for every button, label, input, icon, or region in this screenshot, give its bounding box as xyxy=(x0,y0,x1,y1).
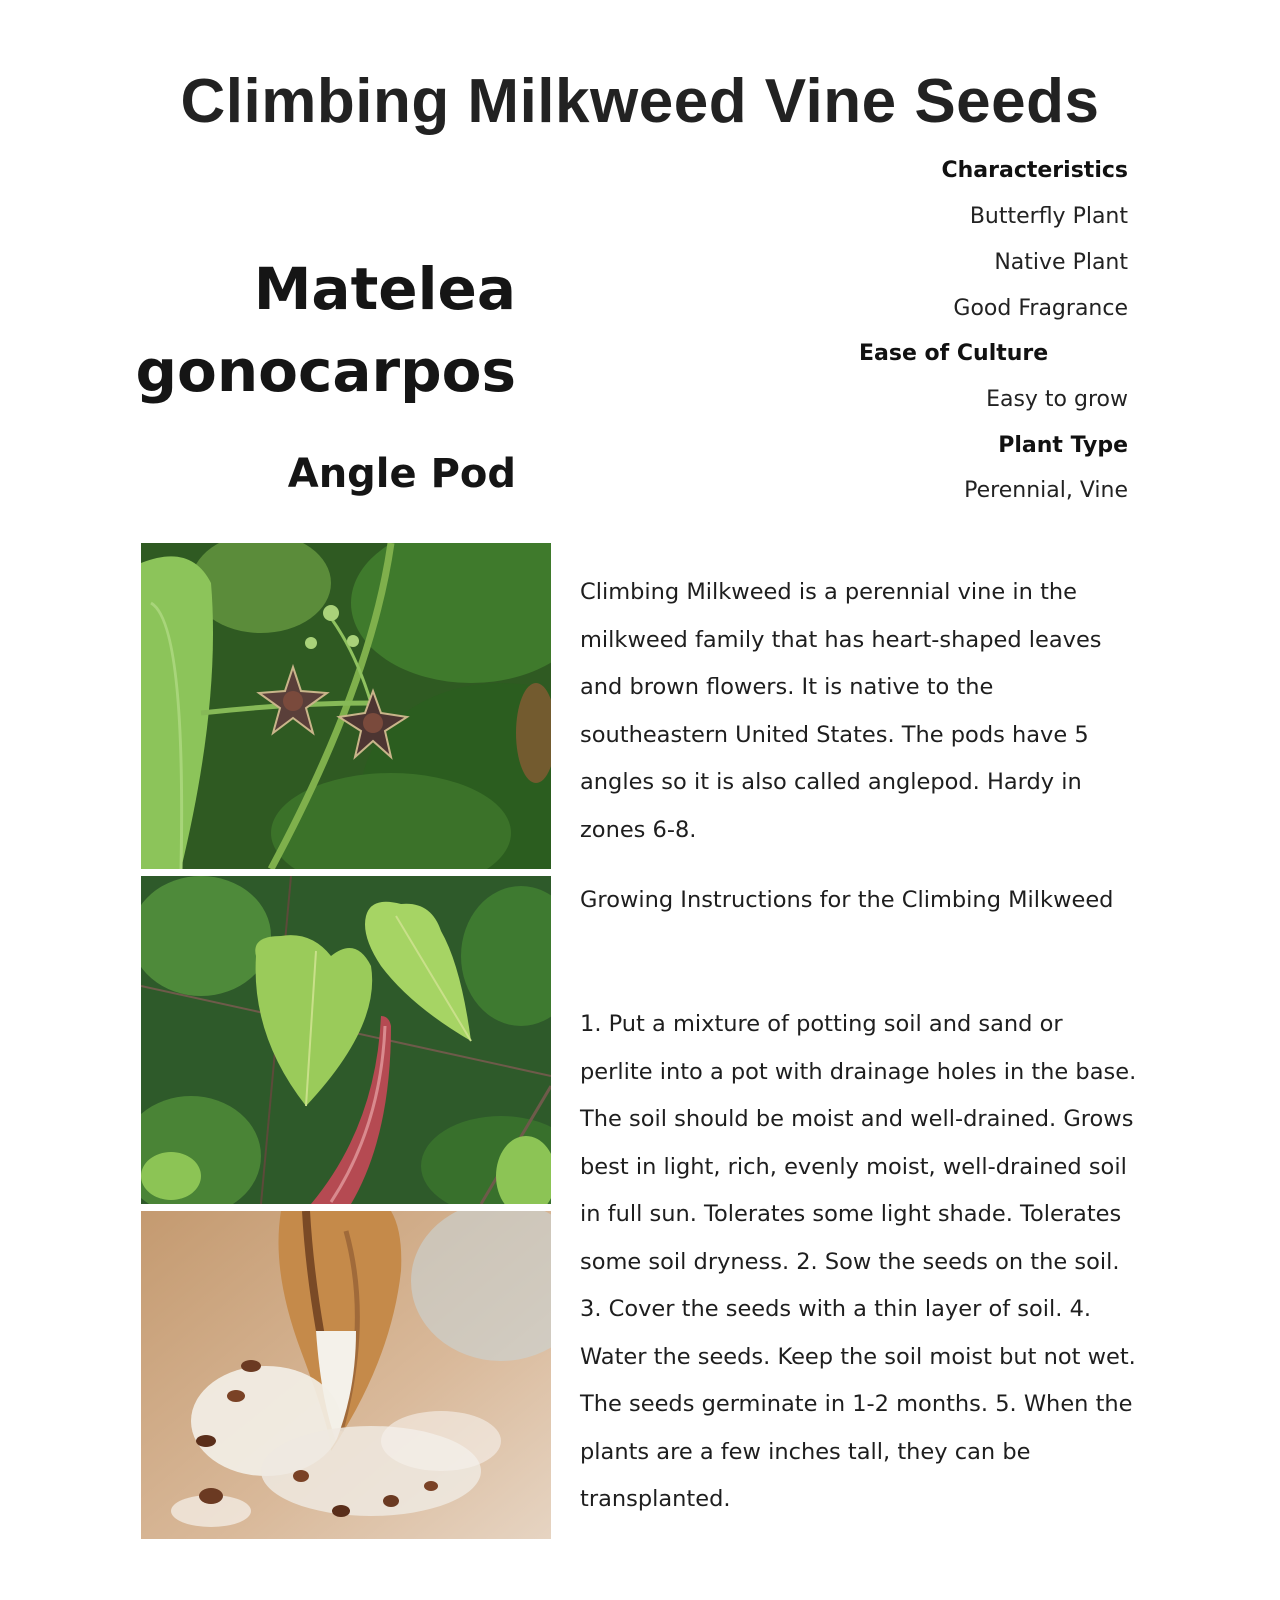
characteristics-label: Characteristics xyxy=(941,158,1128,183)
ease-of-culture-value: Easy to grow xyxy=(986,387,1128,412)
characteristic-item: Native Plant xyxy=(994,250,1128,275)
characteristic-item: Good Fragrance xyxy=(953,296,1128,321)
instructions-heading: Growing Instructions for the Climbing Milkweed xyxy=(580,887,1114,913)
instructions-paragraph: 1. Put a mixture of potting soil and sand or perlite into a pot with drainage holes in the base. The soil should be moist and well-drained. Grows best in light, rich, evenly moist, well-drained soil in full sun. Tolerates some light shade. Tolerates some soil dryness. 2. Sow the seeds on the soil. 3. Cover the seeds with a thin layer of soil. 4. Water the seeds. Keep the soil moist but not wet. The seeds germinate in 1-2 months. 5. When the plants are a few inches tall, they can be transplanted. xyxy=(580,1011,1137,1512)
characteristic-item: Butterfly Plant xyxy=(969,204,1128,229)
seed-pod-photo xyxy=(141,1211,551,1539)
ease-of-culture-label: Ease of Culture xyxy=(859,341,1049,366)
description-paragraph: Climbing Milkweed is a perennial vine in the milkweed family that has heart-shaped leaves and brown flowers. It is native to the southeastern United States. The pods have 5 angles so it is also called anglepod. Hardy in zones 6-8. xyxy=(580,579,1102,843)
plant-type-label: Plant Type xyxy=(998,433,1128,458)
leaf-and-pod-photo xyxy=(141,876,551,1204)
flower-photo xyxy=(141,543,551,869)
common-name: Angle Pod xyxy=(287,451,516,497)
species-genus: Matelea xyxy=(253,255,516,323)
species-epithet: gonocarpos xyxy=(135,337,516,405)
species-name xyxy=(135,248,516,412)
page-title: Climbing Milkweed Vine Seeds xyxy=(180,67,1100,136)
plant-type-value: Perennial, Vine xyxy=(964,478,1128,503)
